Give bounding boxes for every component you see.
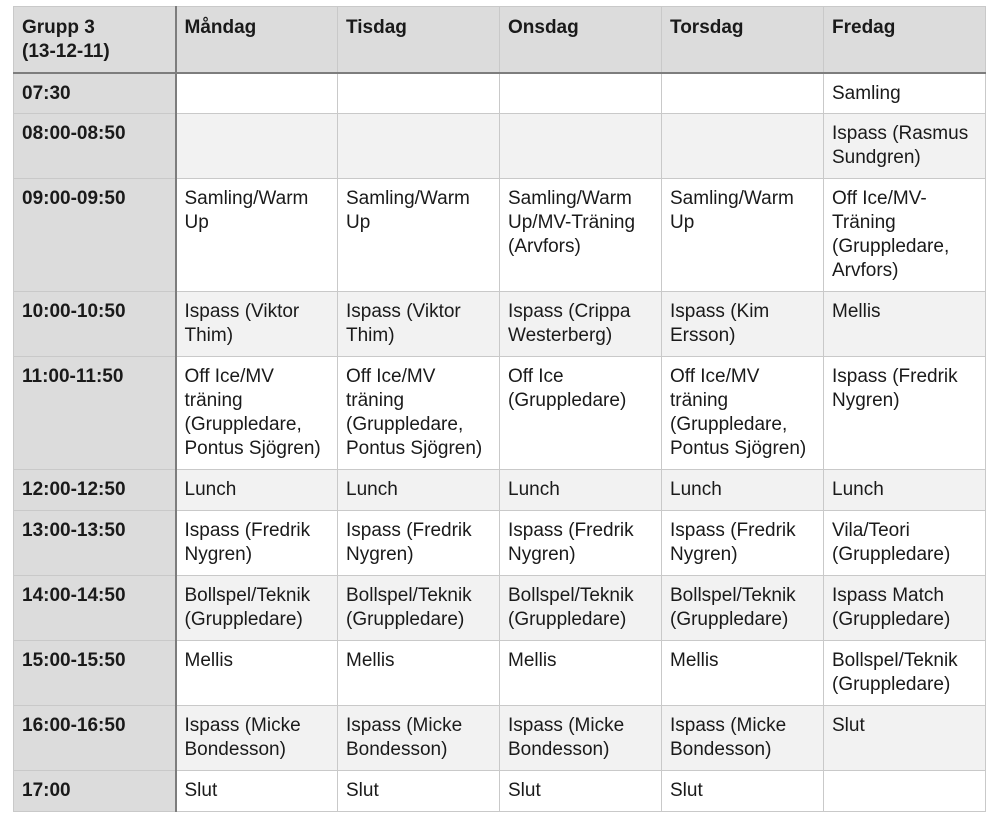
schedule-cell: Ispass (Fredrik Nygren) [338, 511, 500, 576]
schedule-cell: Slut [500, 771, 662, 812]
schedule-cell: Lunch [176, 470, 338, 511]
schedule-cell: Mellis [662, 641, 824, 706]
time-cell: 13:00-13:50 [14, 511, 176, 576]
schedule-cell: Lunch [662, 470, 824, 511]
schedule-cell: Slut [824, 706, 986, 771]
time-cell: 17:00 [14, 771, 176, 812]
schedule-cell: Ispass (Viktor Thim) [176, 292, 338, 357]
schedule-cell [824, 771, 986, 812]
schedule-cell: Samling/Warm Up [176, 179, 338, 292]
schedule-cell [500, 114, 662, 179]
table-row [14, 706, 986, 771]
schedule-cell: Ispass (Micke Bondesson) [662, 706, 824, 771]
schedule-table [13, 6, 986, 812]
schedule-cell: Off Ice/MV träning (Gruppledare, Pontus Sjögren) [662, 357, 824, 470]
group-date: (13-12-11) [22, 41, 110, 62]
schedule-cell [662, 114, 824, 179]
schedule-cell: Mellis [500, 641, 662, 706]
time-cell: 10:00-10:50 [14, 292, 176, 357]
schedule-cell: Ispass (Fredrik Nygren) [662, 511, 824, 576]
schedule-cell: Ispass (Fredrik Nygren) [176, 511, 338, 576]
schedule-cell: Lunch [500, 470, 662, 511]
time-cell: 12:00-12:50 [14, 470, 176, 511]
schedule-cell: Mellis [338, 641, 500, 706]
schedule-cell: Mellis [824, 292, 986, 357]
table-row [14, 470, 986, 511]
schedule-cell: Samling/Warm Up [662, 179, 824, 292]
header-row [14, 7, 986, 73]
group-name: Grupp 3 [22, 17, 95, 38]
schedule-cell: Slut [338, 771, 500, 812]
time-cell: 08:00-08:50 [14, 114, 176, 179]
group-header-cell [14, 7, 176, 73]
table-row [14, 576, 986, 641]
schedule-cell: Samling/Warm Up [338, 179, 500, 292]
time-cell: 14:00-14:50 [14, 576, 176, 641]
schedule-cell: Ispass (Micke Bondesson) [338, 706, 500, 771]
schedule-cell [500, 73, 662, 114]
day-header-thursday: Torsdag [662, 7, 824, 73]
schedule-cell [662, 73, 824, 114]
schedule-cell: Ispass (Kim Ersson) [662, 292, 824, 357]
schedule-cell: Bollspel/Teknik (Gruppledare) [500, 576, 662, 641]
schedule-cell: Mellis [176, 641, 338, 706]
time-cell: 11:00-11:50 [14, 357, 176, 470]
schedule-cell: Samling [824, 73, 986, 114]
schedule-cell: Ispass (Fredrik Nygren) [500, 511, 662, 576]
schedule-cell: Off Ice/MV träning (Gruppledare, Pontus Sjögren) [338, 357, 500, 470]
schedule-cell: Ispass (Crippa Westerberg) [500, 292, 662, 357]
table-row [14, 114, 986, 179]
time-cell: 16:00-16:50 [14, 706, 176, 771]
schedule-cell: Off Ice/MV-Träning (Gruppledare, Arvfors) [824, 179, 986, 292]
schedule-cell: Ispass (Micke Bondesson) [500, 706, 662, 771]
table-row [14, 511, 986, 576]
table-row [14, 771, 986, 812]
schedule-cell [176, 73, 338, 114]
table-row [14, 292, 986, 357]
schedule-cell: Ispass (Rasmus Sundgren) [824, 114, 986, 179]
schedule-cell: Ispass (Viktor Thim) [338, 292, 500, 357]
day-header-wednesday: Onsdag [500, 7, 662, 73]
schedule-cell: Bollspel/Teknik (Gruppledare) [338, 576, 500, 641]
day-header-monday: Måndag [176, 7, 338, 73]
table-row [14, 641, 986, 706]
schedule-cell: Ispass (Micke Bondesson) [176, 706, 338, 771]
schedule-cell: Slut [662, 771, 824, 812]
table-row [14, 73, 986, 114]
schedule-sheet [13, 6, 986, 812]
time-cell: 15:00-15:50 [14, 641, 176, 706]
day-header-friday: Fredag [824, 7, 986, 73]
schedule-cell: Lunch [824, 470, 986, 511]
schedule-cell: Bollspel/Teknik (Gruppledare) [176, 576, 338, 641]
time-cell: 07:30 [14, 73, 176, 114]
schedule-cell: Off Ice (Gruppledare) [500, 357, 662, 470]
schedule-cell [338, 114, 500, 179]
schedule-cell: Samling/Warm Up/MV-Träning (Arvfors) [500, 179, 662, 292]
day-header-tuesday: Tisdag [338, 7, 500, 73]
schedule-cell: Ispass (Fredrik Nygren) [824, 357, 986, 470]
schedule-cell: Vila/Teori (Gruppledare) [824, 511, 986, 576]
schedule-cell: Ispass Match (Gruppledare) [824, 576, 986, 641]
schedule-cell: Off Ice/MV träning (Gruppledare, Pontus Sjögren) [176, 357, 338, 470]
schedule-cell: Bollspel/Teknik (Gruppledare) [662, 576, 824, 641]
schedule-cell: Slut [176, 771, 338, 812]
table-row [14, 179, 986, 292]
schedule-cell: Lunch [338, 470, 500, 511]
schedule-cell: Bollspel/Teknik (Gruppledare) [824, 641, 986, 706]
schedule-cell [176, 114, 338, 179]
table-row [14, 357, 986, 470]
schedule-cell [338, 73, 500, 114]
time-cell: 09:00-09:50 [14, 179, 176, 292]
